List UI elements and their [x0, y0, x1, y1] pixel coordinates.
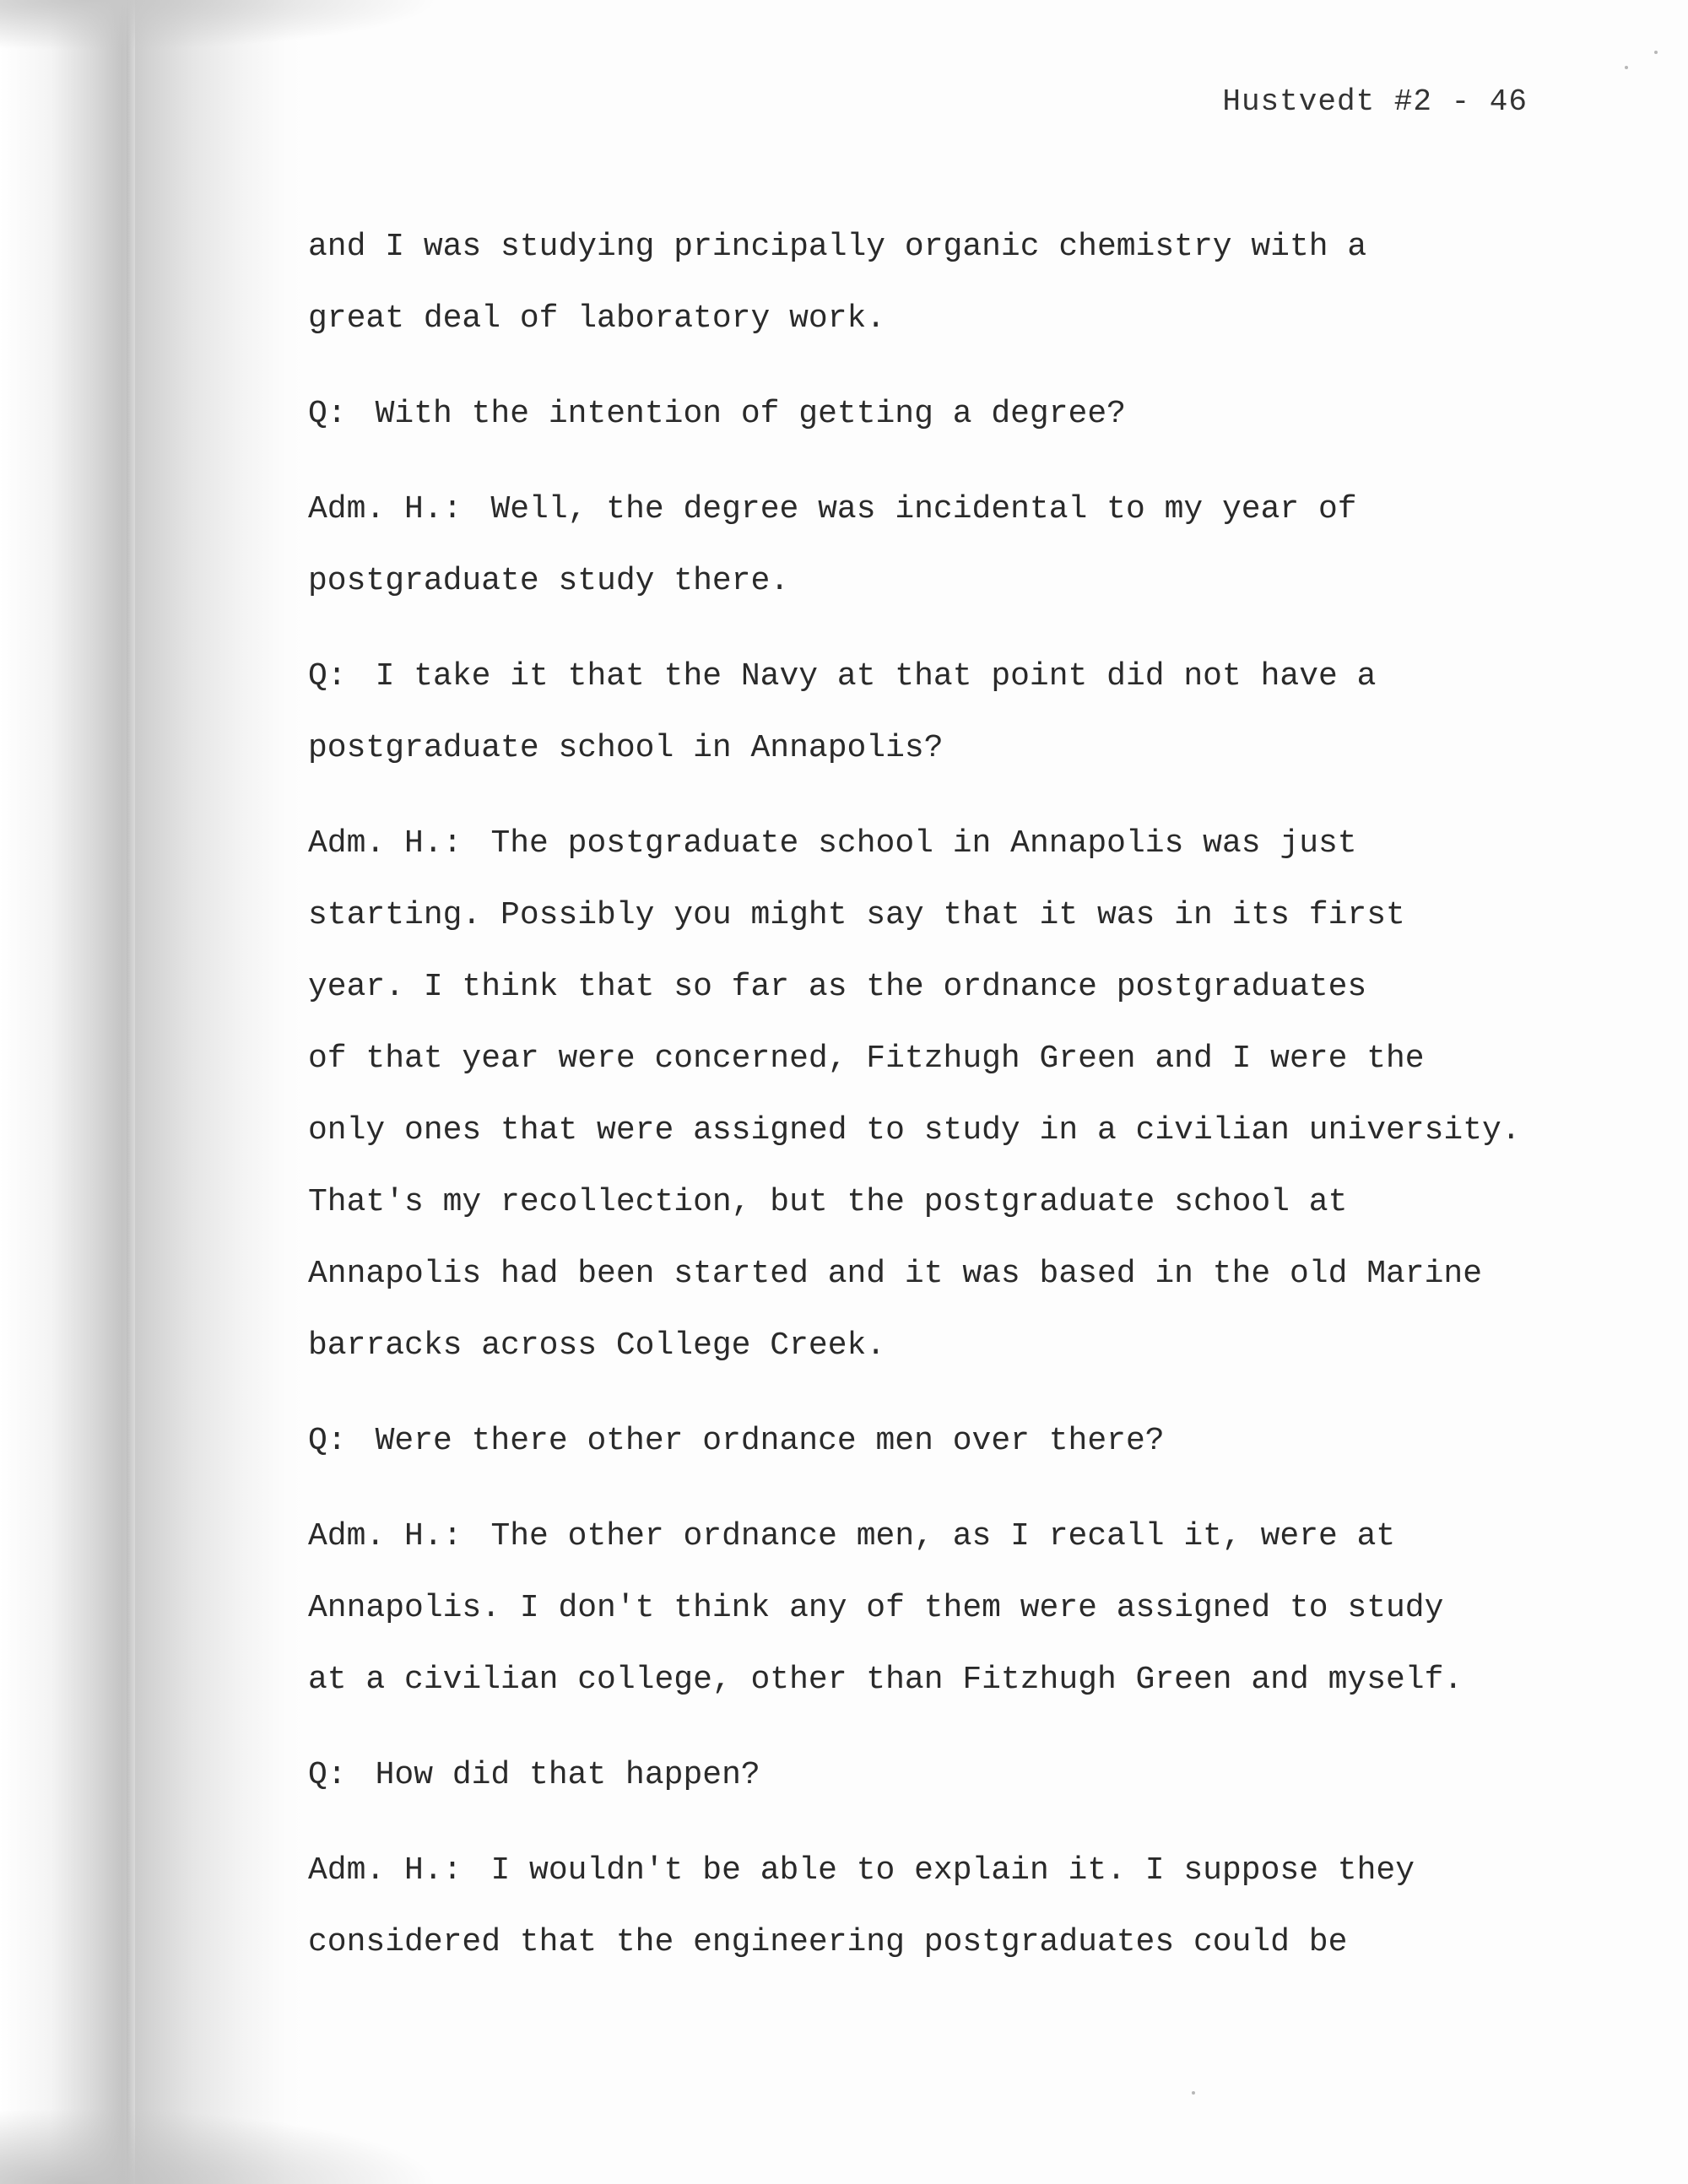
transcript-line — [308, 1310, 1591, 1381]
speaker-label: Q: — [308, 658, 347, 695]
transcript-exchange — [308, 1500, 1591, 1716]
speaker-label: Adm. H.: — [308, 1518, 463, 1554]
transcript-line — [308, 283, 1591, 354]
speaker-label: Q: — [308, 1757, 347, 1793]
binding-shadow — [0, 0, 304, 2184]
transcript-line — [308, 1405, 1591, 1477]
speaker-label: Adm. H.: — [308, 1852, 463, 1889]
line-text: postgraduate school in Annapolis? — [308, 730, 944, 766]
page-header: Hustvedt #2 - 46 — [1222, 84, 1528, 119]
interview-transcript — [308, 211, 1591, 2002]
transcript-line — [308, 1644, 1591, 1716]
line-text: starting. Possibly you might say that it was in its first — [308, 897, 1405, 933]
page-curl-top — [0, 0, 439, 51]
line-text: at a civilian college, other than Fitzhugh Green and myself. — [308, 1662, 1463, 1698]
transcript-line — [308, 1572, 1591, 1644]
transcript-exchange — [308, 1835, 1591, 1978]
line-text: postgraduate study there. — [308, 563, 790, 599]
line-text: That's my recollection, but the postgraduate school at — [308, 1184, 1348, 1220]
transcript-exchange — [308, 378, 1591, 450]
transcript-line — [308, 1166, 1591, 1238]
line-text: of that year were concerned, Fitzhugh Green and I were the — [308, 1041, 1425, 1077]
transcript-line — [308, 1095, 1591, 1166]
page-curl-bottom — [0, 2108, 439, 2184]
transcript-exchange — [308, 641, 1591, 784]
line-text: Annapolis. I don't think any of them were assigned to study — [308, 1590, 1444, 1626]
transcript-exchange — [308, 1405, 1591, 1477]
transcript-line — [308, 211, 1591, 283]
transcript-line — [308, 808, 1591, 879]
line-text: only ones that were assigned to study in a civilian university. — [308, 1112, 1521, 1149]
transcript-exchange — [308, 1739, 1591, 1811]
line-text: Were there other ordnance men over there? — [375, 1423, 1165, 1459]
transcript-line — [308, 1739, 1591, 1811]
transcript-exchange — [308, 473, 1591, 617]
line-text: How did that happen? — [375, 1757, 760, 1793]
line-text: year. I think that so far as the ordnance postgraduates — [308, 969, 1367, 1005]
line-text: great deal of laboratory work. — [308, 300, 886, 337]
line-text: I wouldn't be able to explain it. I suppose they — [490, 1852, 1415, 1889]
speaker-label: Adm. H.: — [308, 491, 463, 527]
line-text: The postgraduate school in Annapolis was just — [490, 825, 1357, 862]
transcript-line — [308, 1238, 1591, 1310]
transcript-line — [308, 1023, 1591, 1095]
line-text: Well, the degree was incidental to my year of — [490, 491, 1357, 527]
transcript-line — [308, 1906, 1591, 1978]
speaker-label: Q: — [308, 396, 347, 432]
transcript-continuation — [308, 211, 1591, 354]
transcript-line — [308, 641, 1591, 712]
transcript-line — [308, 545, 1591, 617]
line-text: and I was studying principally organic chemistry with a — [308, 229, 1367, 265]
scan-speck — [1625, 66, 1628, 69]
speaker-label: Q: — [308, 1423, 347, 1459]
scan-speck — [1654, 51, 1658, 54]
transcript-line — [308, 378, 1591, 450]
transcript-line — [308, 1500, 1591, 1572]
line-text: Annapolis had been started and it was based in the old Marine — [308, 1256, 1483, 1292]
line-text: barracks across College Creek. — [308, 1327, 886, 1364]
transcript-exchange — [308, 808, 1591, 1381]
transcript-line — [308, 1835, 1591, 1906]
line-text: I take it that the Navy at that point did not have a — [375, 658, 1377, 695]
transcript-line — [308, 951, 1591, 1023]
transcript-line — [308, 712, 1591, 784]
scan-speck — [1192, 2091, 1195, 2095]
line-text: With the intention of getting a degree? — [375, 396, 1126, 432]
line-text: The other ordnance men, as I recall it, were at — [490, 1518, 1396, 1554]
speaker-label: Adm. H.: — [308, 825, 463, 862]
line-text: considered that the engineering postgraduates could be — [308, 1924, 1348, 1960]
binding-crease — [127, 0, 135, 2184]
transcript-line — [308, 879, 1591, 951]
transcript-line — [308, 473, 1591, 545]
